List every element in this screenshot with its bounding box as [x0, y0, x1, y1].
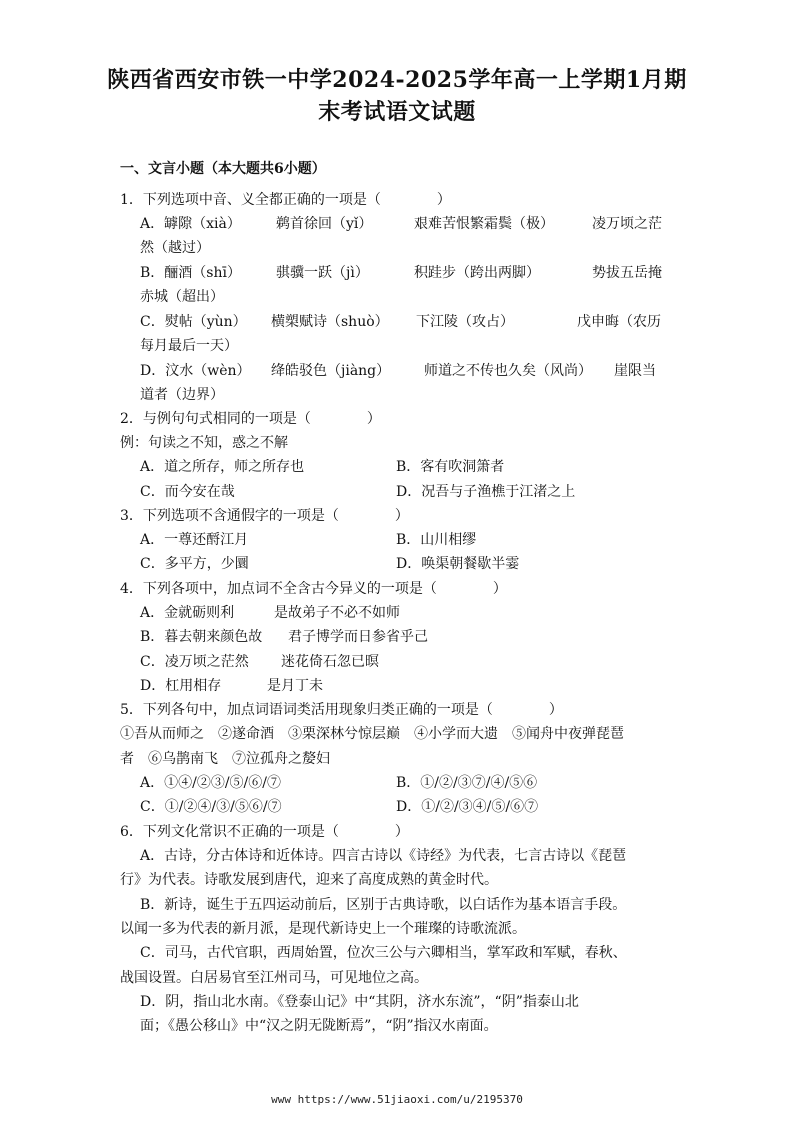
q4-option-b-part2: 君子博学而日参省乎己 — [288, 629, 428, 645]
q2-stem: 2．与例句句式相同的一项是（ ） — [120, 411, 381, 427]
q1-option-b-part5: 赤城（超出） — [140, 289, 224, 305]
q2-example: 例：句读之不知，惑之不解 — [120, 435, 288, 451]
q1-option-a-part1: A．罅隙（xià） — [140, 216, 241, 232]
q1-option-b-part4: 势拔五岳掩 — [592, 265, 662, 281]
q5-option-d: D．①/②/③④/⑤/⑥⑦ — [396, 799, 539, 815]
q3-option-c: C．多平方，少圜 — [140, 556, 249, 572]
q5-option-c: C．①/②④/③/⑤⑥/⑦ — [140, 799, 282, 815]
q4-option-c-part1: C．凌万顷之茫然 — [140, 654, 249, 670]
page-title-line1: 陕西省西安市铁一中学2024-2025学年高一上学期1月期 — [107, 67, 687, 93]
q4-option-a-part2: 是故弟子不必不如师 — [274, 605, 400, 621]
q5-option-b: B．①/②/③⑦/④/⑤⑥ — [396, 775, 538, 791]
q1-option-b-part3: 积跬步（跨出两脚） — [414, 265, 540, 281]
q6-option-c-line1: C．司马，古代官职，西周始置，位次三公与六卿相当，掌军政和军赋，春秋、 — [140, 945, 627, 961]
q1-option-c-part1: C．熨帖（yùn） — [140, 314, 247, 330]
q4-option-b-part1: B．暮去朝来颜色故 — [140, 629, 263, 645]
section-heading: 一、文言小题（本大题共6小题） — [120, 161, 326, 177]
q1-option-d-part5: 道者（边界） — [140, 387, 224, 403]
q1-option-d-part4: 崖限当 — [614, 363, 656, 379]
q3-option-b: B．山川相缪 — [396, 532, 477, 548]
q4-stem: 4．下列各项中，加点词不全含古今异义的一项是（ ） — [120, 581, 507, 597]
q6-option-b-line2: 以闻一多为代表的新月派，是现代新诗史上一个璀璨的诗歌流派。 — [120, 921, 526, 937]
q5-items-line1: ①吾从而师之 ②遂命酒 ③栗深林兮惊层巅 ④小学而大遗 ⑤闻舟中夜弹琵琶 — [120, 726, 624, 742]
q1-option-a-part3: 艰难苦恨繁霜鬓（极） — [414, 216, 554, 232]
q2-option-a: A．道之所存，师之所存也 — [140, 459, 305, 475]
q6-option-d-line2: 面；《愚公移山》中“汉之阴无陇断焉”，“阴”指汉水南面。 — [140, 1018, 498, 1034]
q4-option-d-part2: 是月丁未 — [267, 678, 323, 694]
q1-option-c-part5: 每月最后一天） — [140, 338, 238, 354]
q5-stem: 5．下列各句中，加点词语词类活用现象归类正确的一项是（ ） — [120, 702, 563, 718]
q3-option-d: D．唤渠朝餐歇半霎 — [396, 556, 520, 572]
q6-option-a-line1: A．古诗，分古体诗和近体诗。四言古诗以《诗经》为代表，七言古诗以《琵琶 — [140, 848, 627, 864]
q2-option-d: D．况吾与子渔樵于江渚之上 — [396, 484, 576, 500]
footer-watermark-url: www https://www.51jiaoxi.com/u/2195370 — [271, 1093, 523, 1106]
q1-option-c-part3: 下江陵（攻占） — [416, 314, 514, 330]
q3-stem: 3．下列选项不含通假字的一项是（ ） — [120, 508, 409, 524]
q4-option-d-part1: D．杠用相存 — [140, 678, 222, 694]
q1-option-b-part1: B．酾酒（shī） — [140, 265, 241, 281]
q1-option-a-part2: 鹈首徐回（yǐ） — [276, 216, 373, 232]
q1-option-a-part5: 然（越过） — [140, 240, 210, 256]
q6-stem: 6．下列文化常识不正确的一项是（ ） — [120, 824, 409, 840]
q1-option-d-part1: D．汶水（wèn） — [140, 363, 251, 379]
q1-stem: 1．下列选项中音、义全都正确的一项是（ ） — [120, 192, 451, 208]
page-title-line2: 末考试语文试题 — [318, 99, 476, 125]
q6-option-a-line2: 行》为代表。诗歌发展到唐代，迎来了高度成熟的黄金时代。 — [120, 872, 498, 888]
q1-option-b-part2: 骐骥一跃（jì） — [276, 265, 369, 281]
q6-option-d-line1: D．阴，指山北水南。《登泰山记》中“其阴，济水东流”，“阴”指泰山北 — [140, 994, 579, 1010]
q1-option-c-part4: 戊申晦（农历 — [577, 314, 661, 330]
q6-option-b-line1: B．新诗，诞生于五四运动前后，区别于古典诗歌，以白话作为基本语言手段。 — [140, 897, 627, 913]
q5-items-line2: 者 ⑥乌鹊南飞 ⑦泣孤舟之嫠妇 — [120, 751, 330, 767]
q1-option-d-part3: 师道之不传也久矣（风尚） — [424, 363, 592, 379]
q1-option-a-part4: 凌万顷之茫 — [592, 216, 662, 232]
q4-option-c-part2: 迷花倚石忽已暝 — [281, 654, 379, 670]
q1-option-d-part2: 绛皓驳色（jiàng） — [271, 363, 391, 379]
q2-option-b: B．客有吹洞箫者 — [396, 459, 505, 475]
q1-option-c-part2: 横槊赋诗（shuò） — [271, 314, 389, 330]
q3-option-a: A．一尊还酹江月 — [140, 532, 249, 548]
q6-option-c-line2: 战国设置。白居易官至江州司马，可见地位之高。 — [120, 970, 428, 986]
q5-option-a: A．①④/②③/⑤/⑥/⑦ — [140, 775, 281, 791]
q4-option-a-part1: A．金就砺则利 — [140, 605, 235, 621]
q2-option-c: C．而今安在哉 — [140, 484, 235, 500]
